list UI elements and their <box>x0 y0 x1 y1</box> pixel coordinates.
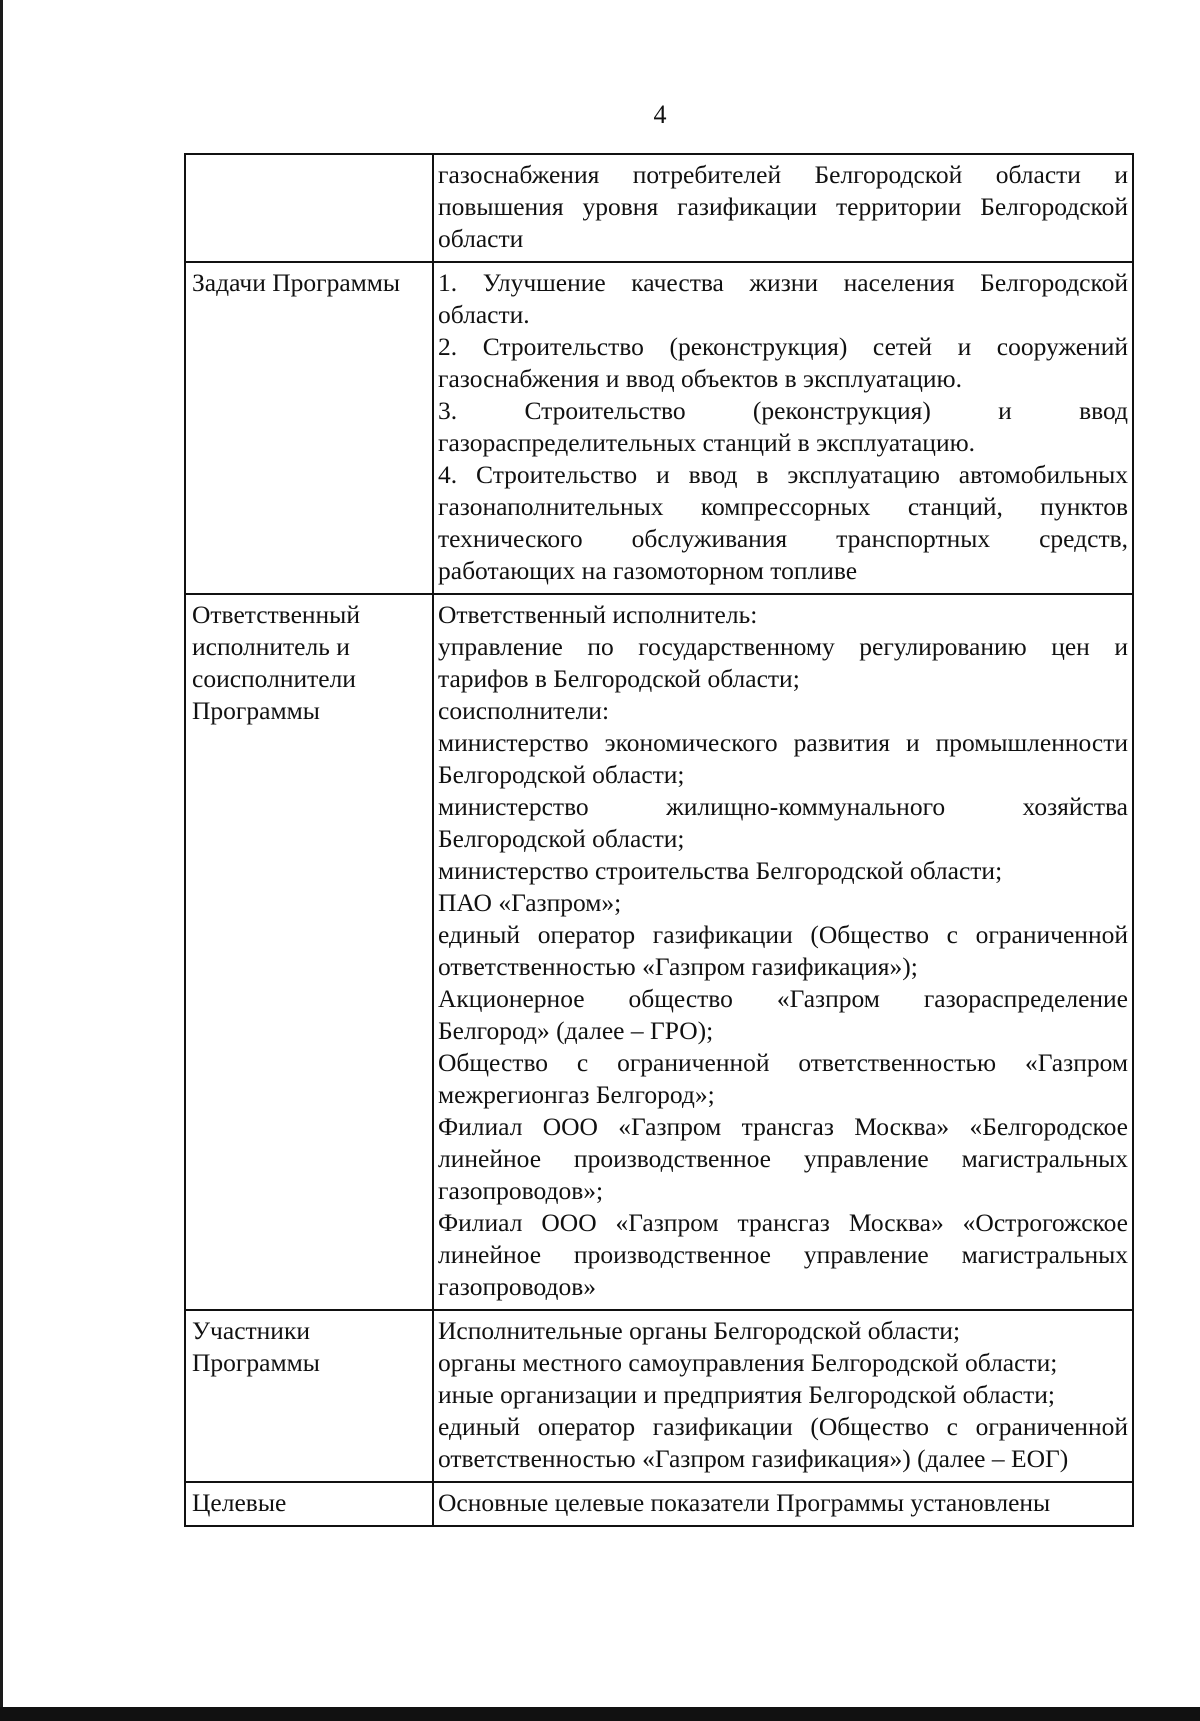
content-line: министерство экономического развития и промышленности Белгородской области; <box>438 728 1128 789</box>
table-row-executors <box>185 594 1133 1310</box>
table-row-participants <box>185 1310 1133 1482</box>
content-line: ПАО «Газпром»; <box>438 888 622 917</box>
content-line: 1. Улучшение качества жизни населения Белгородской области. <box>438 268 1128 329</box>
content-line: единый оператор газификации (Общество с ограниченной ответственностью «Газпром газификация»); <box>438 920 1128 981</box>
row-label: Ответственный исполнитель и соисполнители Программы <box>185 594 433 1310</box>
content-line: 3. Строительство (реконструкция) и ввод газораспределительных станций в эксплуатацию. <box>438 396 1128 457</box>
table-row-targets <box>185 1482 1133 1526</box>
scan-edge-bottom <box>0 1707 1200 1721</box>
row-content <box>433 594 1133 1310</box>
program-passport-table <box>184 153 1134 1527</box>
row-content <box>433 1310 1133 1482</box>
row-label: Целевые <box>185 1482 433 1526</box>
content-line: соисполнители: <box>438 696 610 725</box>
content-line: 2. Строительство (реконструкция) сетей и сооружений газоснабжения и ввод объектов в эксплуатацию. <box>438 332 1128 393</box>
content-line: Основные целевые показатели Программы установлены <box>438 1488 1051 1517</box>
row-label <box>185 154 433 262</box>
content-line: Филиал ООО «Газпром трансгаз Москва» «Острогожское линейное производственное управление магистральных газопроводов» <box>438 1208 1128 1301</box>
content-line: Акционерное общество «Газпром газораспределение Белгород» (далее – ГРО); <box>438 984 1128 1045</box>
table-row-tasks <box>185 262 1133 594</box>
content-line: министерство жилищно-коммунального хозяйства Белгородской области; <box>438 792 1128 853</box>
row-content <box>433 262 1133 594</box>
page-number: 4 <box>653 100 667 129</box>
content-line: министерство строительства Белгородской области; <box>438 856 1003 885</box>
content-line: иные организации и предприятия Белгородской области; <box>438 1380 1055 1409</box>
content-line: Исполнительные органы Белгородской области; <box>438 1316 961 1345</box>
content-line: 4. Строительство и ввод в эксплуатацию автомобильных газонаполнительных компрессорных станций, пунктов технического обслуживания транспортных средств, работающих на газомоторном топливе <box>438 460 1128 585</box>
row-label: Участники Программы <box>185 1310 433 1482</box>
content-line: единый оператор газификации (Общество с ограниченной ответственностью «Газпром газификация») (далее – ЕОГ) <box>438 1412 1128 1473</box>
content-line: Общество с ограниченной ответственностью «Газпром межрегионгаз Белгород»; <box>438 1048 1128 1109</box>
content-line: Ответственный исполнитель: <box>438 600 758 629</box>
content-line: управление по государственному регулированию цен и тарифов в Белгородской области; <box>438 632 1128 693</box>
row-content <box>433 154 1133 262</box>
content-line: газоснабжения потребителей Белгородской области и повышения уровня газификации территории Белгородской области <box>438 160 1128 253</box>
scan-edge-left <box>0 0 3 1721</box>
table-row-goal-continuation <box>185 154 1133 262</box>
row-label: Задачи Программы <box>185 262 433 594</box>
row-content <box>433 1482 1133 1526</box>
content-line: Филиал ООО «Газпром трансгаз Москва» «Белгородское линейное производственное управление магистральных газопроводов»; <box>438 1112 1128 1205</box>
content-line: органы местного самоуправления Белгородской области; <box>438 1348 1058 1377</box>
